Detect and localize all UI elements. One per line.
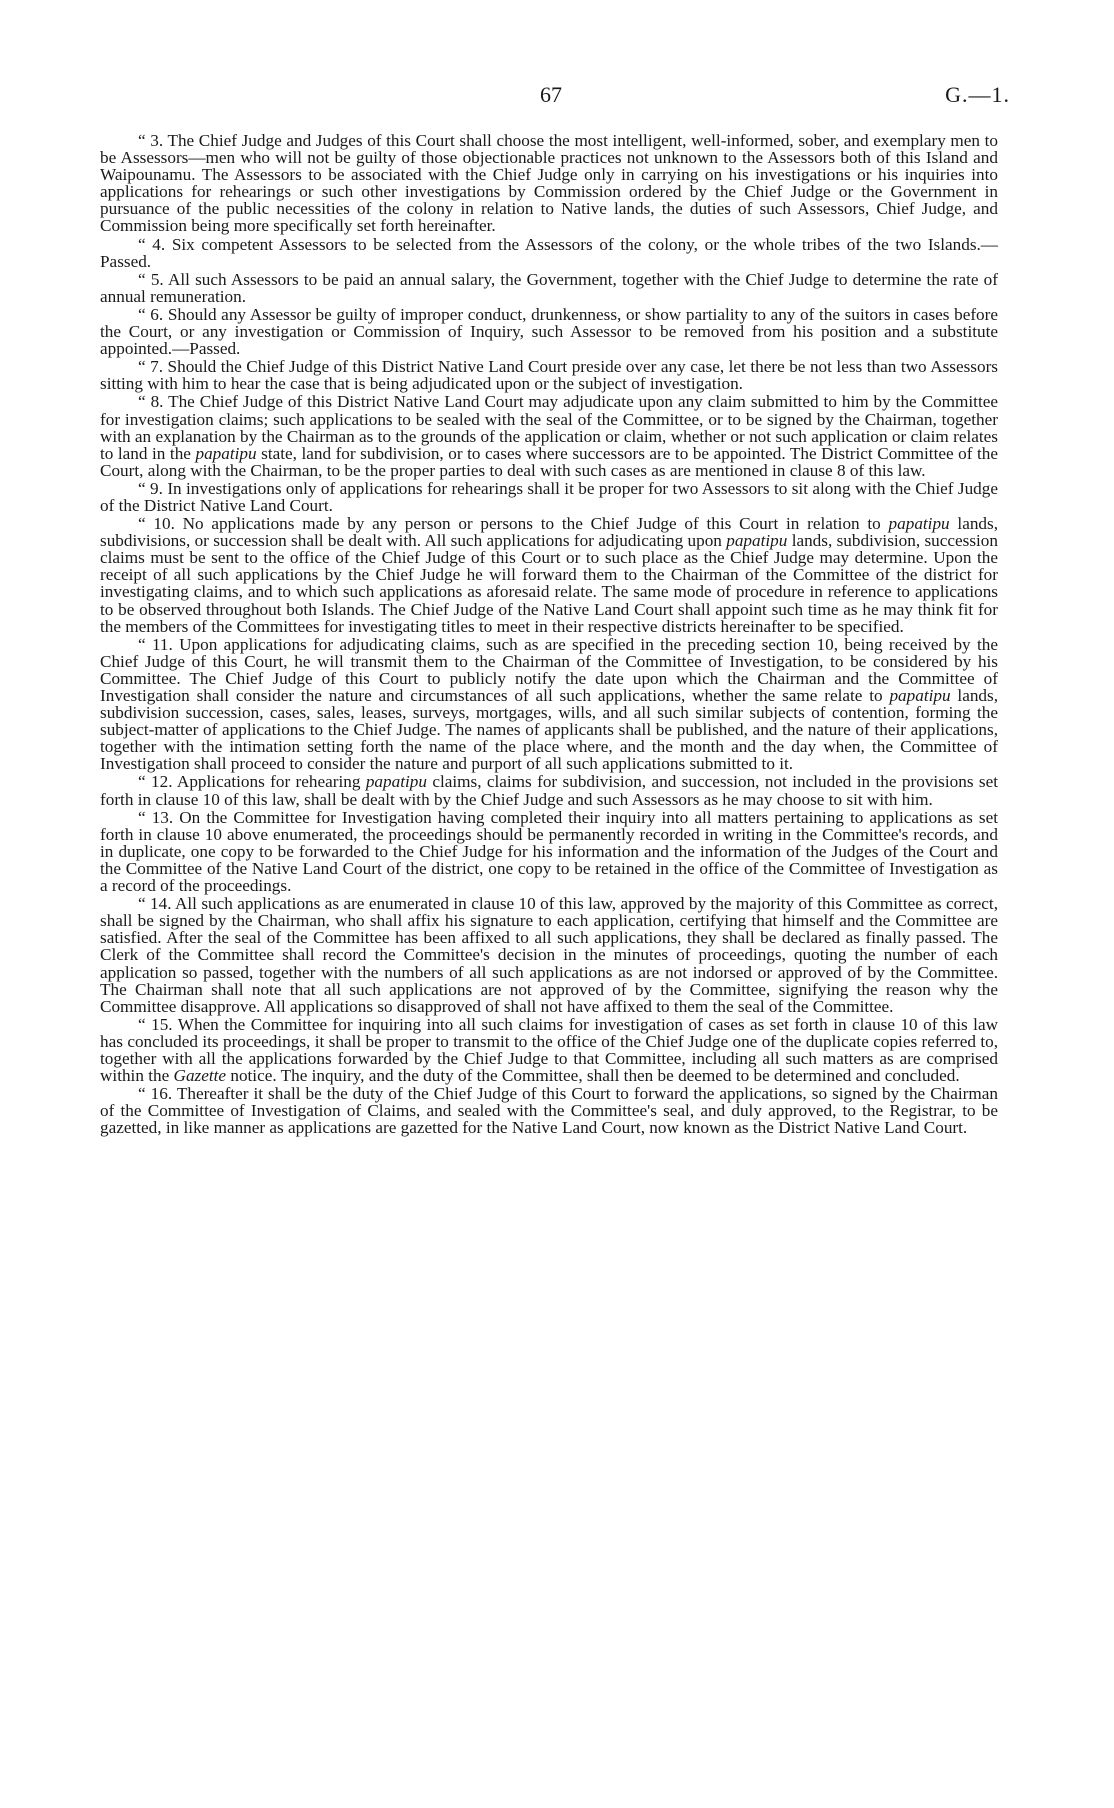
body-text [100, 132, 998, 1137]
clause-text: state, land for subdivision, or to cases where successors are to be appointed. The District Committee of the Court, along with the Chairman, to be the proper parties to deal with such cases as are mentioned in clause 8 of this law. [100, 443, 999, 480]
clause-paragraph [100, 271, 998, 305]
clause-paragraph [100, 1085, 998, 1136]
italic-term: Gazette [173, 1066, 227, 1086]
clause-text: lands, subdivision succession, cases, sales, leases, surveys, mortgages, wills, and all such similar subjects of contention, forming the subject-matter of applications to the Chief Judge. The names of applicants shall be published, and the nature of their applications, together with the intimation setting forth the name of the place where, and the month and the day when, the Committee of Investigation shall proceed to consider the nature and purport of all such applications submitted to it. [100, 686, 998, 774]
italic-term: papatipu [726, 531, 788, 551]
document-reference: G.—1. [945, 82, 1010, 107]
clause-text: “ 13. On the Committee for Investigation having completed their inquiry into all matters pertaining to applications as set forth in clause 10 above enumerated, the proceedings should be permanently recorded in writing in the Committee's records, and in duplicate, one copy to be forwarded to the Chief Judge for his information and the information of the Judges of the Court and the Committee of the Native Land Court of the district, one copy to be retained in the office of the Committee of Investigation as a record of the proceedings. [100, 807, 998, 896]
clause-text: “ 10. No applications made by any person or persons to the Chief Judge of this Court in relation to [138, 514, 889, 534]
clause-paragraph [100, 480, 998, 514]
clause-text: “ 15. When the Committee for inquiring into all such claims for investigation of cases as set forth in clause 10 of this law has concluded its proceedings, it shall be proper to transmit to the office of the Chief Judge one of the duplicate copies referred to, together with all the applications forwarded by the Chief Judge to that Committee, including all such matters as are comprised within the [100, 1014, 998, 1086]
clause-text: “ 6. Should any Assessor be guilty of improper conduct, drunkenness, or show partiality to any of the suitors in cases before the Court, or any investigation or Commission of Inquiry, such Assessor to be removed from his position and a substitute appointed.—Passed. [100, 304, 998, 359]
clause-text: “ 7. Should the Chief Judge of this District Native Land Court preside over any case, let there be not less than two Assessors sitting with him to hear the case that is being adjudicated upon or the subject of investigation. [100, 357, 998, 394]
clause-paragraph [100, 393, 998, 478]
clause-text: “ 12. Applications for rehearing [138, 772, 366, 792]
clause-paragraph [100, 306, 998, 357]
clause-text: “ 14. All such applications as are enumerated in clause 10 of this law, approved by the majority of this Committee as correct, shall be signed by the Chairman, who shall affix his signature to each application, certifying that himself and the Committee are satisfied. After the seal of the Committee has been affixed to all such applications, they shall be declared as finally passed. The Clerk of the Committee shall record the Committee's decision in the minutes of proceedings, quoting the number of each application so passed, together with the numbers of all such applications as are not indorsed or approved of by the Committee. The Chairman shall note that all such applications are not approved of by the Committee, signifying the reason why the Committee disapprove. All applications so disapproved of shall not have affixed to them the seal of the Committee. [100, 894, 998, 1016]
page-header [0, 82, 1114, 112]
italic-term: papatipu [195, 443, 257, 463]
clause-paragraph [100, 132, 998, 235]
clause-text: “ 4. Six competent Assessors to be selected from the Assessors of the colony, or the whole tribes of the two Islands.—Passed. [100, 234, 998, 271]
clause-paragraph [100, 358, 998, 392]
clause-paragraph [100, 515, 998, 635]
clause-paragraph [100, 809, 998, 894]
clause-paragraph [100, 1016, 998, 1084]
clause-text: “ 3. The Chief Judge and Judges of this Court shall choose the most intelligent, well-informed, sober, and exemplary men to be Assessors—men who will not be guilty of those objectionable practices not unknown to the Assessors both of this Island and Waipounamu. The Assessors to be associated with the Chief Judge only in carrying on his investigations or his inquiries into applications for rehearings or such other investigations by Commission ordered by the Chief Judge or the Government in pursuance of the public necessities of the colony in relation to Native lands, the duties of such Assessors, Chief Judge, and Commission being more specifically set forth hereinafter. [100, 131, 998, 236]
clause-paragraph [100, 773, 998, 807]
italic-term: papatipu [889, 686, 951, 705]
clause-text: “ 5. All such Assessors to be paid an annual salary, the Government, together with the Chief Judge to determine the rate of annual remuneration. [100, 269, 998, 306]
page-number: 67 [540, 82, 562, 107]
clause-paragraph [100, 895, 998, 1015]
clause-text: claims, claims for subdivision, and succession, not included in the provisions set forth in clause 10 of this law, shall be dealt with by the Chief Judge and such Assessors as he may choose to sit with him. [100, 772, 998, 809]
italic-term: papatipu [888, 514, 950, 534]
clause-text: notice. The inquiry, and the duty of the Committee, shall then be deemed to be determined and concluded. [226, 1066, 960, 1086]
clause-text: “ 11. Upon applications for adjudicating claims, such as are specified in the preceding section 10, being received by the Chief Judge of this Court, he will transmit them to the Chairman of the Committee of Investigation, to be considered by his Committee. The Chief Judge of this Court to publicly notify the date upon which the Chairman and the Committee of Investigation shall consider the nature and circumstances of all such applications, whether the same relate to [100, 634, 998, 705]
clause-text: lands, subdivision, succession claims must be sent to the office of the Chief Judge of this Court or to such place as the Chief Judge may determine. Upon the receipt of all such applications by the Chief Judge he will forward them to the Chairman of the Committee of the district for investigating claims, and to which such applications as aforesaid relate. The same mode of procedure in reference to applications to be observed throughout both Islands. The Chief Judge of the Native Land Court shall appoint such time as he may think fit for the members of the Committees for investigating titles to meet in their respective districts hereinafter to be specified. [100, 531, 998, 636]
clause-paragraph [100, 236, 998, 270]
clause-text: “ 9. In investigations only of applications for rehearings shall it be proper for two Assessors to sit along with the Chief Judge of the District Native Land Court. [100, 478, 998, 515]
clause-paragraph [100, 636, 998, 773]
italic-term: papatipu [365, 772, 427, 792]
clause-text: lands, subdivisions, or succession shall be dealt with. All such applications for adjudicating upon [100, 514, 998, 551]
clause-text: “ 8. The Chief Judge of this District Native Land Court may adjudicate upon any claim submitted to him by the Committee for investigation claims; such applications to be sealed with the seal of the Committee, or to be signed by the Chairman, together with an explanation by the Chairman as to the grounds of the application or claim, whether or not such application or claim relates to land in the [100, 392, 998, 463]
clause-text: “ 16. Thereafter it shall be the duty of the Chief Judge of this Court to forward the applications, so signed by the Chairman of the Committee of Investigation of Claims, and sealed with the Committee's seal, and duly approved, to the Registrar, to be gazetted, in like manner as applications are gazetted for the Native Land Court, now known as the District Native Land Court. [100, 1084, 998, 1138]
